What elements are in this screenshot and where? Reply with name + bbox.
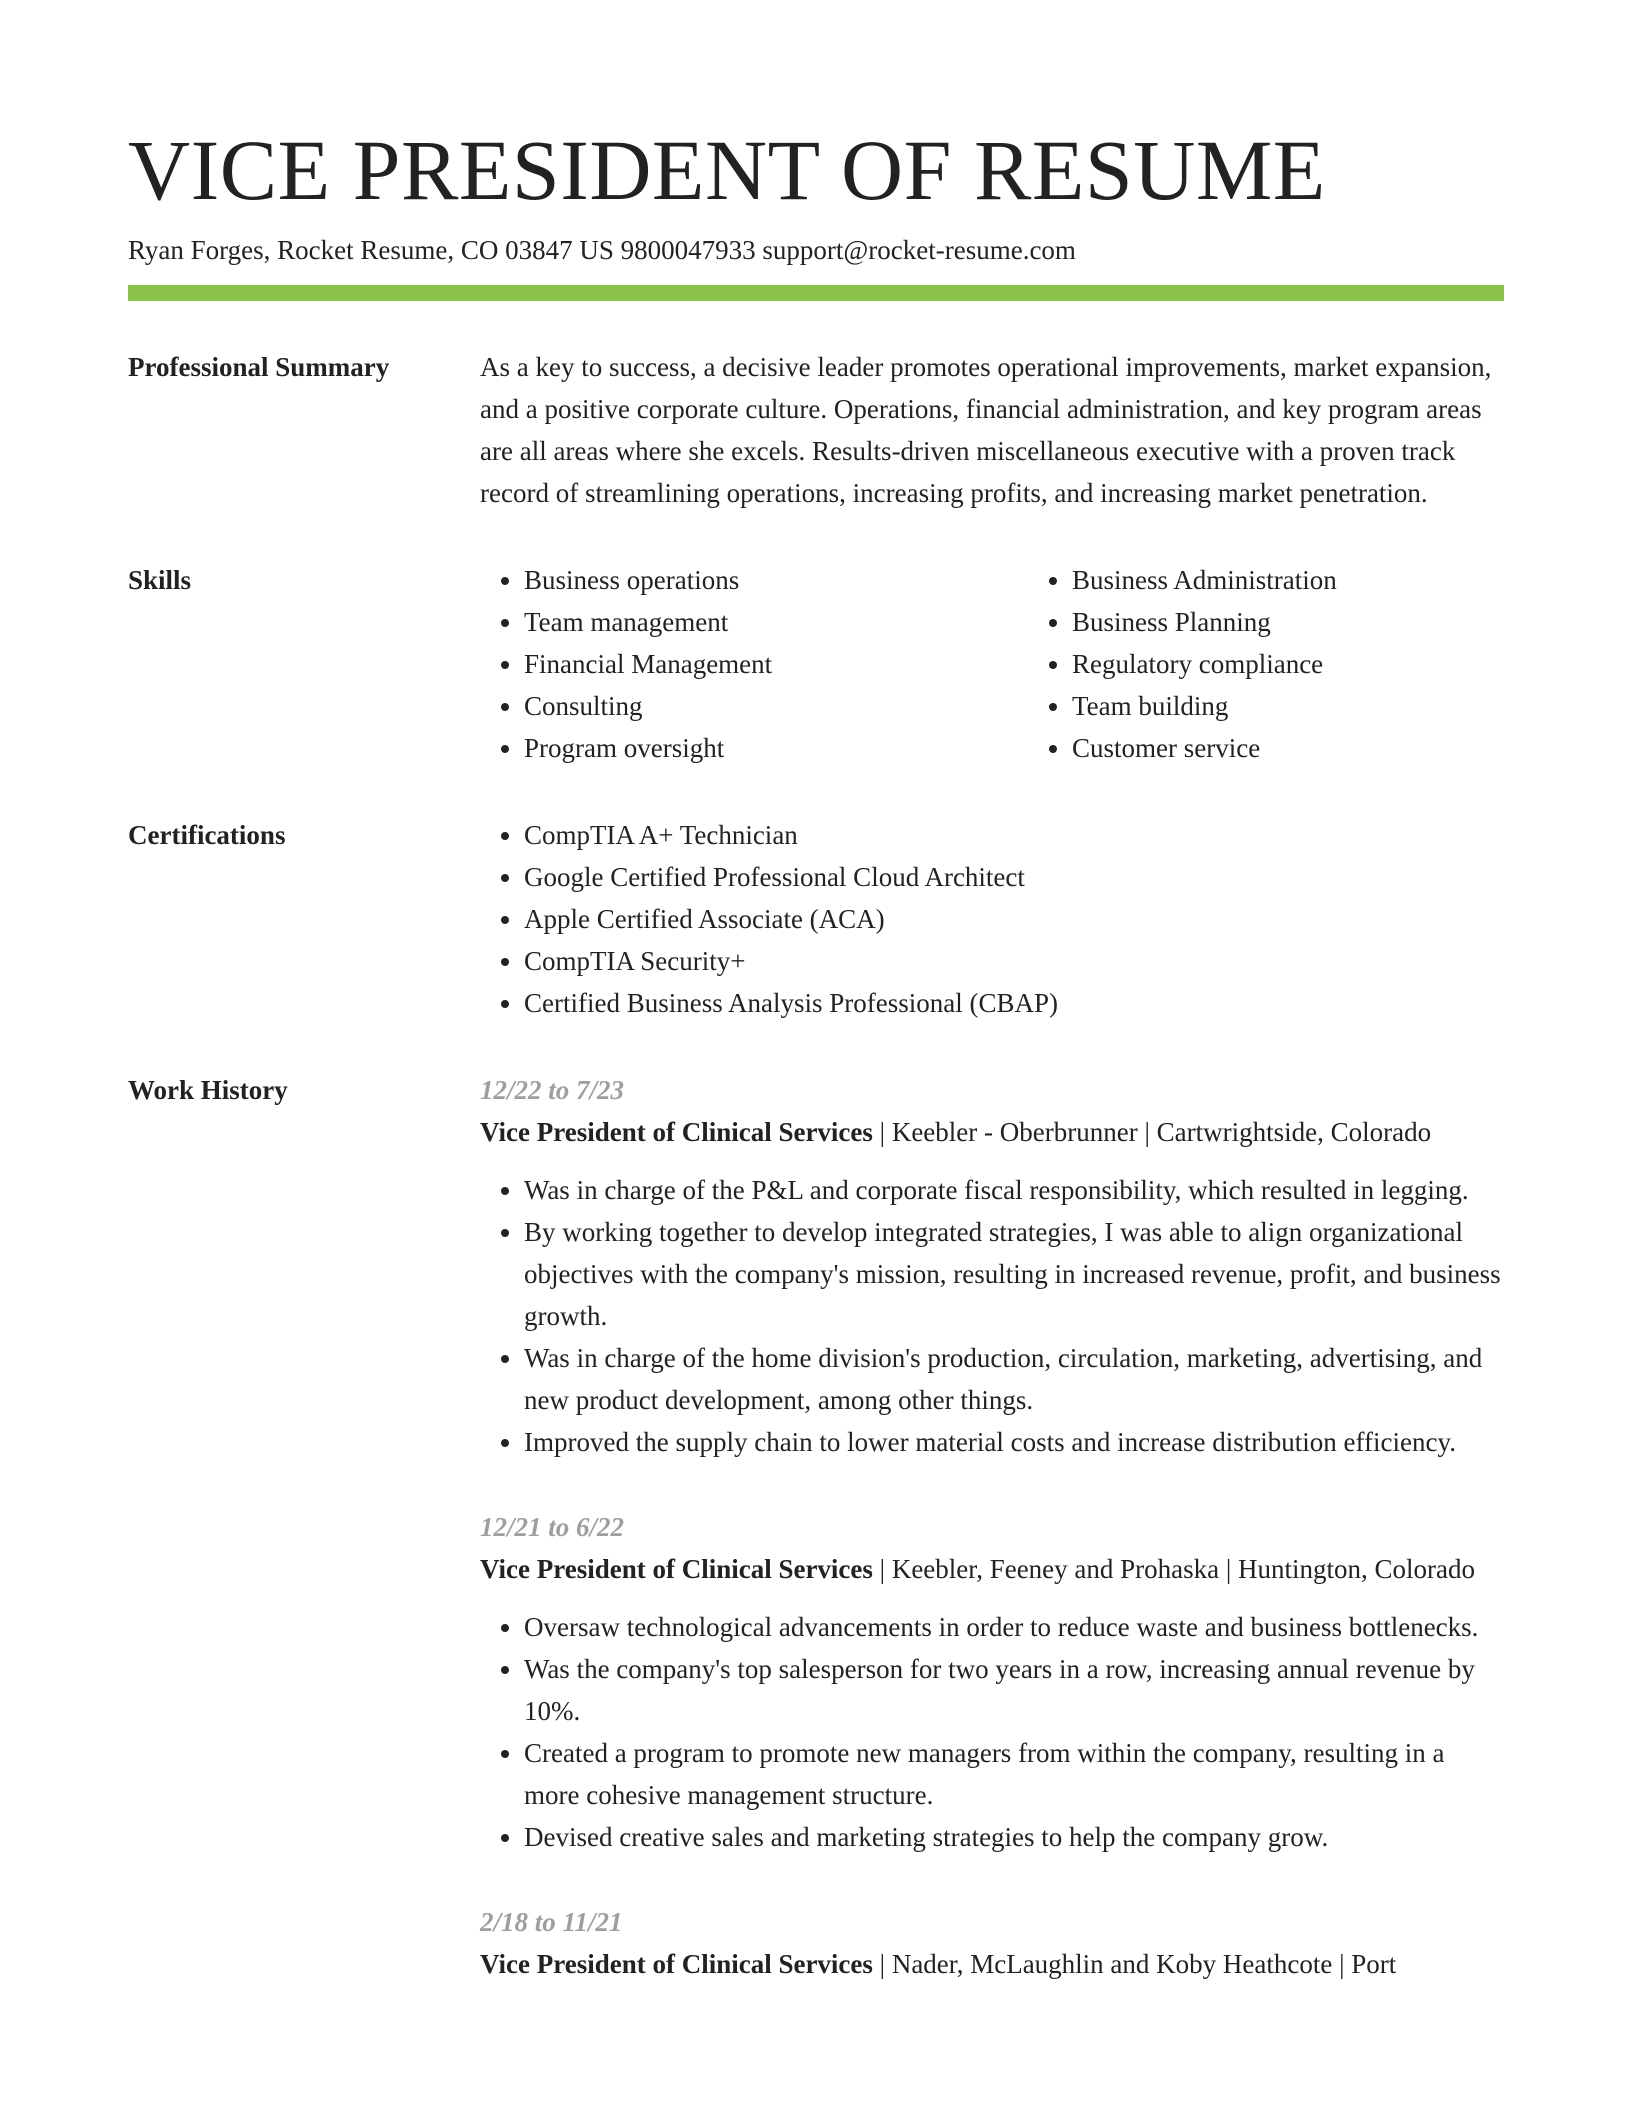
job-details: | Keebler, Feeney and Prohaska | Huntington, Colorado <box>872 1554 1476 1584</box>
section-label-work-history: Work History <box>128 1075 288 1105</box>
section-label-skills: Skills <box>128 565 192 595</box>
job-bullet: • Was in charge of the P&L and corporate fiscal responsibility, which resulted in legging. <box>524 1169 1504 1211</box>
job-bullet: • Devised creative sales and marketing strategies to help the company grow. <box>524 1816 1504 1858</box>
job-dates: 12/22 to 7/23 <box>480 1075 625 1105</box>
certification-item: • Google Certified Professional Cloud Architect <box>524 856 1504 898</box>
job-details: | Nader, McLaughlin and Koby Heathcote | Port <box>872 1949 1397 1979</box>
job-bullet: • Was in charge of the home division's production, circulation, marketing, advertising, and new product development, among other things. <box>524 1337 1504 1421</box>
job-dates: 2/18 to 11/21 <box>480 1907 623 1937</box>
skill-item: • Customer service <box>1072 727 1576 769</box>
job-bullets <box>480 1169 1504 1463</box>
job-heading <box>480 1111 1504 1153</box>
job-bullet: • Was the company's top salesperson for two years in a row, increasing annual revenue by 10%. <box>524 1648 1504 1732</box>
accent-divider <box>128 285 1504 301</box>
job-dates: 12/21 to 6/22 <box>480 1512 625 1542</box>
job-heading <box>480 1548 1504 1590</box>
skill-item: • Program oversight <box>524 727 1028 769</box>
summary-section <box>128 349 1504 514</box>
skills-list-left <box>480 559 1028 769</box>
job-role: Vice President of Clinical Services <box>480 1554 873 1584</box>
skill-item: • Business Administration <box>1072 559 1576 601</box>
skill-item: • Business operations <box>524 559 1028 601</box>
certifications-section <box>128 817 1504 1024</box>
job-role: Vice President of Clinical Services <box>480 1949 873 1979</box>
certification-item: • Apple Certified Associate (ACA) <box>524 898 1504 940</box>
certification-item: • CompTIA A+ Technician <box>524 814 1504 856</box>
section-label-certifications: Certifications <box>128 820 286 850</box>
certification-item: • CompTIA Security+ <box>524 940 1504 982</box>
job-entry <box>480 1901 1504 1985</box>
resume-title: VICE PRESIDENT OF RESUME <box>128 122 1326 218</box>
skills-section <box>128 562 1504 769</box>
skill-item: • Financial Management <box>524 643 1028 685</box>
job-bullet: • Created a program to promote new managers from within the company, resulting in a more cohesive management structure. <box>524 1732 1504 1816</box>
job-bullet: • By working together to develop integrated strategies, I was able to align organizational objectives with the company's mission, resulting in increased revenue, profit, and business growth. <box>524 1211 1504 1337</box>
job-bullet: • Improved the supply chain to lower material costs and increase distribution efficiency. <box>524 1421 1504 1463</box>
job-bullet: • Oversaw technological advancements in order to reduce waste and business bottlenecks. <box>524 1606 1504 1648</box>
certification-item: • Certified Business Analysis Professional (CBAP) <box>524 982 1504 1024</box>
job-role: Vice President of Clinical Services <box>480 1117 873 1147</box>
work-history-section <box>128 1072 1504 1985</box>
section-label-summary: Professional Summary <box>128 352 390 382</box>
contact-line: Ryan Forges, Rocket Resume, CO 03847 US 9800047933 support@rocket-resume.com <box>128 235 1076 265</box>
resume-page <box>128 118 1504 1985</box>
job-entry <box>480 1069 1504 1463</box>
certifications-list <box>480 814 1504 1024</box>
job-entry <box>480 1506 1504 1858</box>
job-heading <box>480 1943 1504 1985</box>
skill-item: • Team management <box>524 601 1028 643</box>
skill-item: • Consulting <box>524 685 1028 727</box>
skills-list-right <box>1028 559 1576 769</box>
skill-item: • Business Planning <box>1072 601 1576 643</box>
summary-text: As a key to success, a decisive leader promotes operational improvements, market expansion, and a positive corporate culture. Operations, financial administration, and key program areas are all areas where she excels. Results-driven miscellaneous executive with a proven track record of streamlining operations, increasing profits, and increasing market penetration. <box>480 352 1492 508</box>
job-bullets <box>480 1606 1504 1858</box>
skill-item: • Team building <box>1072 685 1576 727</box>
skill-item: • Regulatory compliance <box>1072 643 1576 685</box>
job-details: | Keebler - Oberbrunner | Cartwrightside, Colorado <box>872 1117 1432 1147</box>
